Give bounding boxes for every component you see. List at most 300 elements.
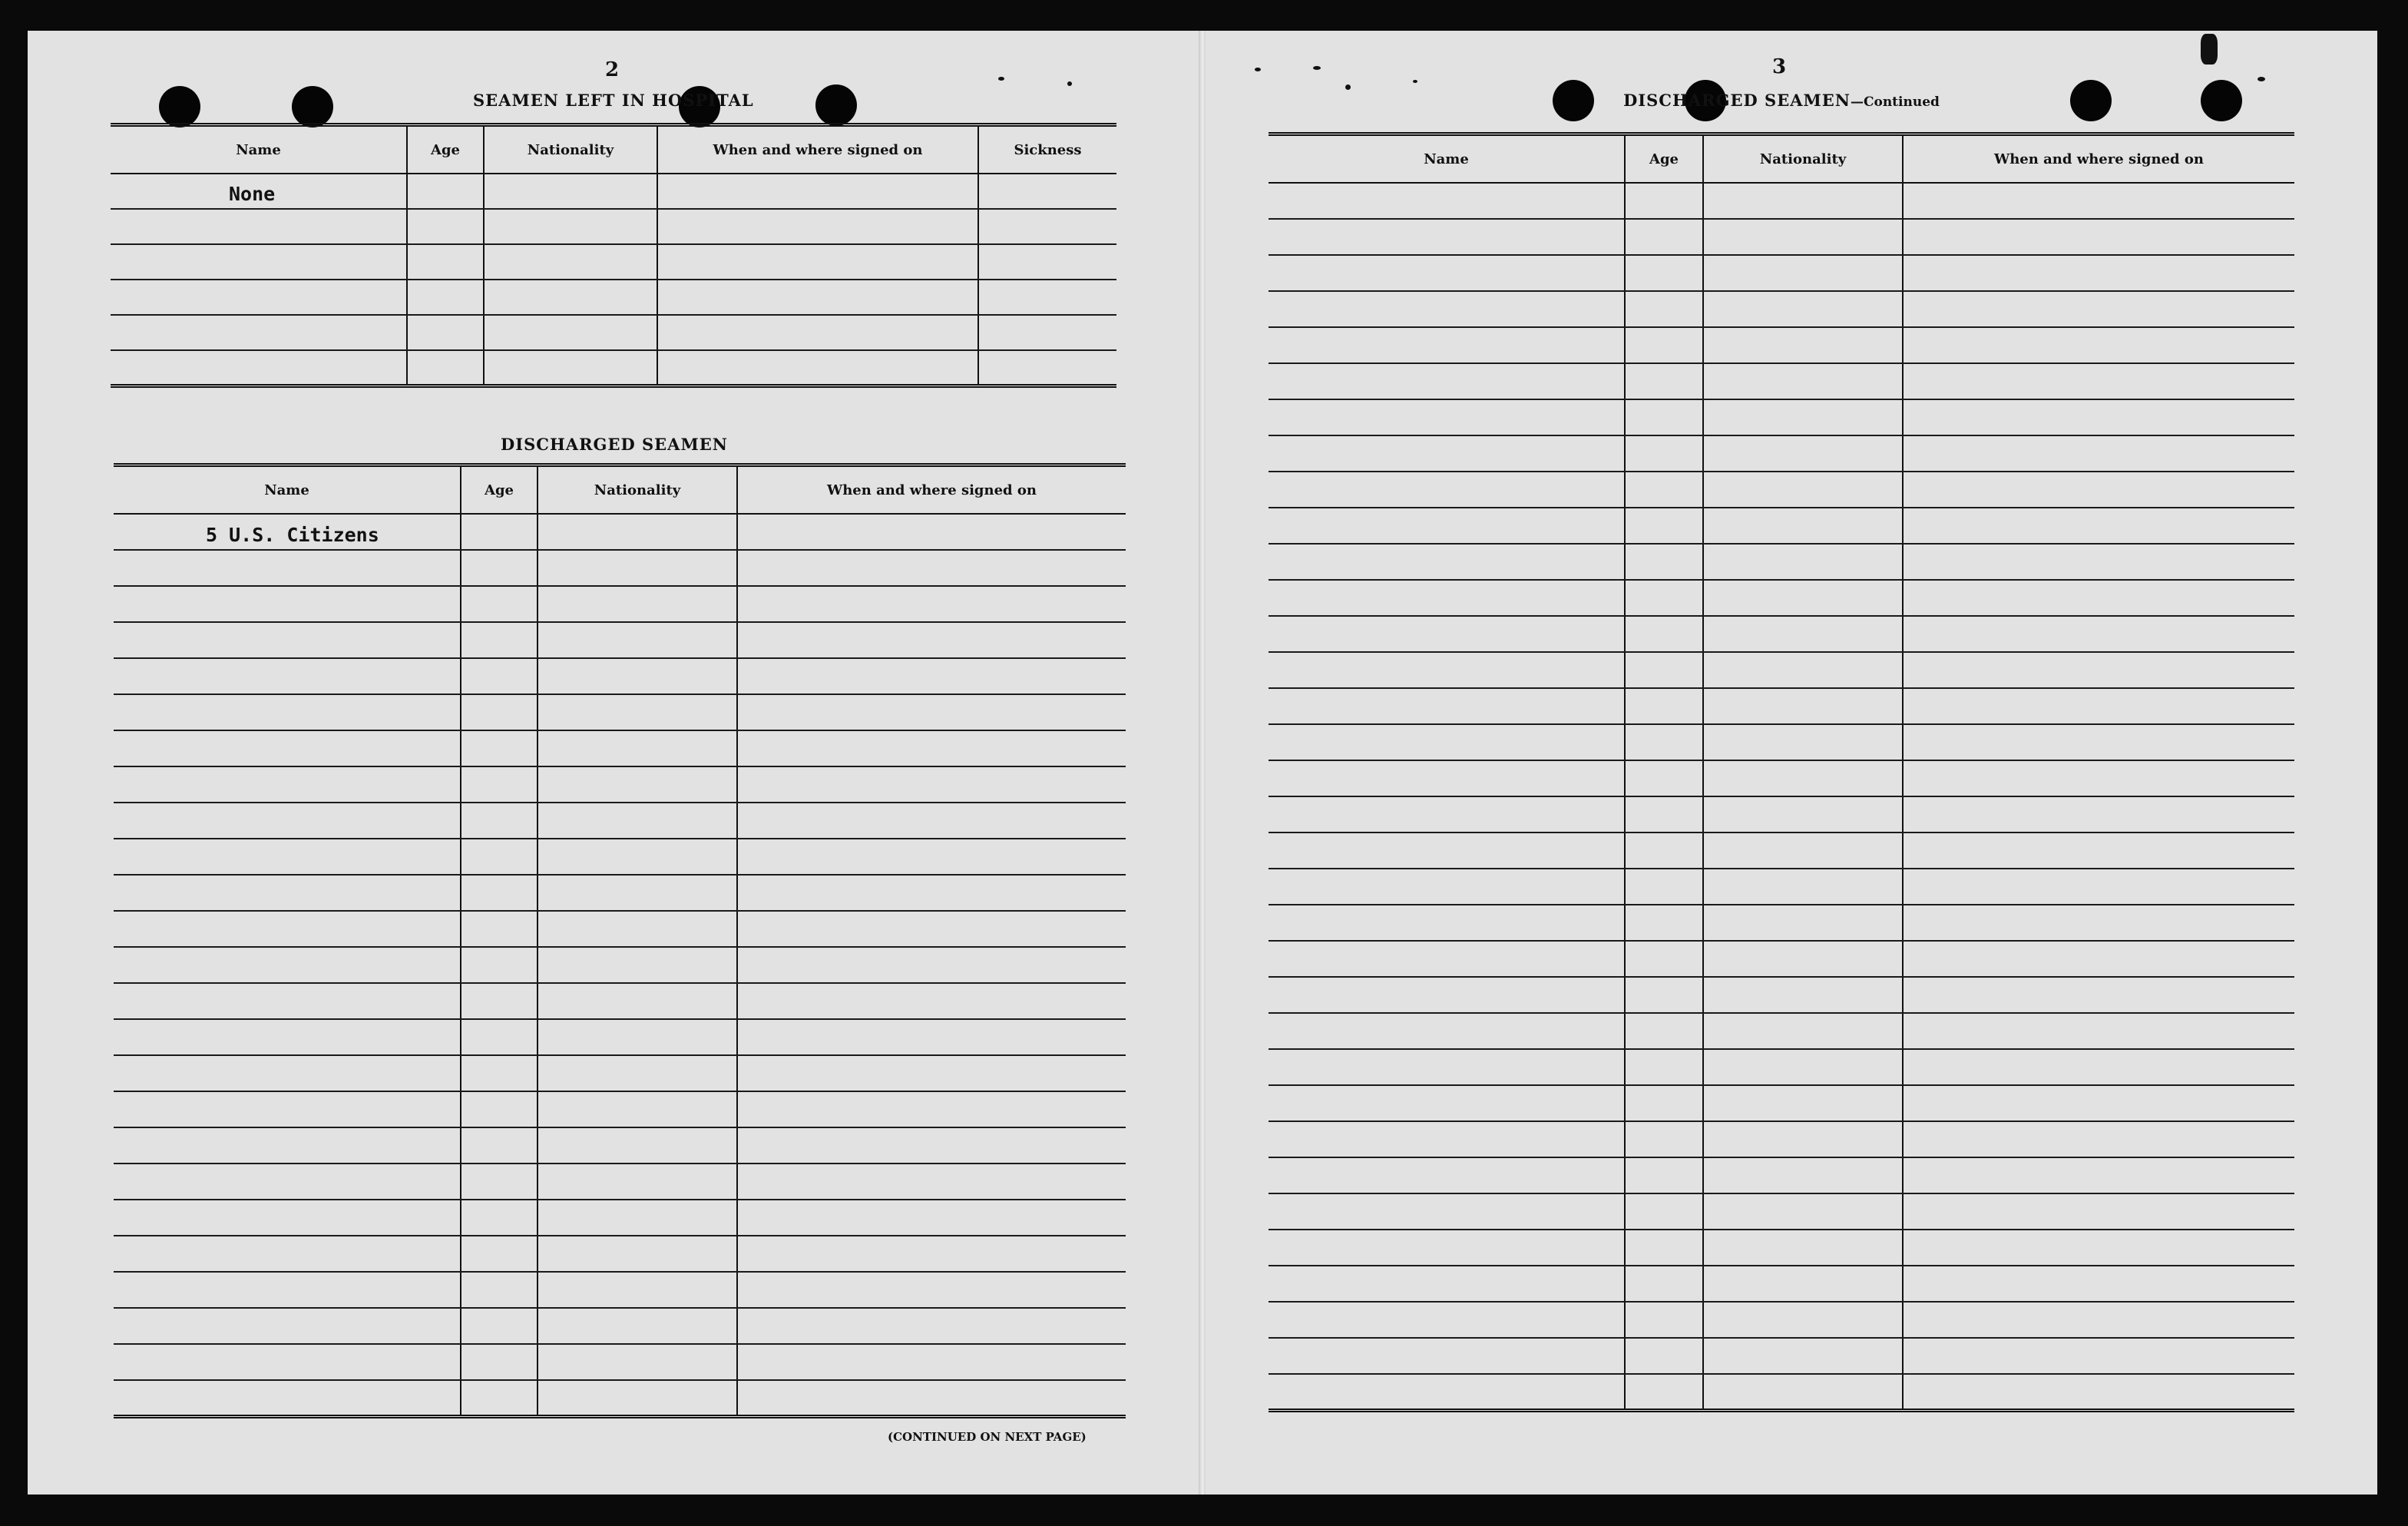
table-cell — [114, 1272, 461, 1308]
table-cell — [1625, 760, 1703, 796]
table-cell — [1268, 1049, 1625, 1085]
table-row — [114, 694, 1126, 730]
table-cell — [1268, 508, 1625, 544]
table-cell — [1903, 1085, 2294, 1121]
table-cell — [1625, 833, 1703, 869]
table-cell — [1903, 399, 2294, 435]
table-cell — [461, 1236, 538, 1272]
punch-hole — [292, 86, 333, 127]
table-cell — [538, 1127, 737, 1164]
table-cell — [1903, 472, 2294, 508]
table-cell — [114, 1344, 461, 1380]
table-cell — [461, 875, 538, 911]
table-cell — [1268, 1230, 1625, 1266]
table-cell — [461, 1055, 538, 1091]
table-cell — [114, 983, 461, 1019]
table-cell — [737, 875, 1126, 911]
table-cell — [484, 174, 657, 209]
table-cell — [538, 1236, 737, 1272]
column-header-name: Name — [114, 465, 461, 515]
table-cell — [484, 244, 657, 280]
table-cell — [1703, 255, 1903, 291]
table-cell — [1703, 183, 1903, 219]
punch-hole — [2201, 80, 2242, 121]
table-row — [1268, 327, 2294, 363]
table-cell — [1625, 472, 1703, 508]
table-cell — [1903, 1157, 2294, 1193]
table-cell — [114, 622, 461, 658]
table-cell — [1268, 977, 1625, 1013]
table-cell — [737, 839, 1126, 875]
table-cell — [1903, 616, 2294, 652]
table-row — [1268, 724, 2294, 760]
table-cell — [1703, 363, 1903, 399]
table-row — [111, 350, 1116, 386]
table-row — [1268, 941, 2294, 977]
table-cell — [538, 983, 737, 1019]
table-cell — [114, 1308, 461, 1344]
table-cell — [538, 1019, 737, 1055]
table-cell — [461, 550, 538, 586]
table-cell — [1268, 580, 1625, 616]
table-cell — [1903, 1266, 2294, 1302]
table-cell — [1903, 1374, 2294, 1410]
table-cell — [461, 1127, 538, 1164]
table-row — [114, 947, 1126, 983]
table-row — [1268, 1049, 2294, 1085]
continued-suffix: —Continued — [1850, 94, 1940, 110]
table-cell — [538, 622, 737, 658]
table-cell — [114, 1019, 461, 1055]
table-cell — [737, 1200, 1126, 1236]
table-cell — [657, 315, 978, 350]
table-cell — [1268, 905, 1625, 941]
table-cell — [978, 174, 1116, 209]
continued-note: (CONTINUED ON NEXT PAGE) — [888, 1430, 1087, 1444]
table-cell — [538, 730, 737, 766]
table-row — [1268, 1085, 2294, 1121]
table-cell — [461, 839, 538, 875]
table-cell — [484, 280, 657, 315]
table-row — [1268, 291, 2294, 327]
table-cell — [737, 983, 1126, 1019]
table-cell — [538, 1344, 737, 1380]
table-cell — [1625, 219, 1703, 255]
table-cell — [484, 350, 657, 386]
table-cell — [1903, 1230, 2294, 1266]
table-cell — [538, 803, 737, 839]
table-cell — [1703, 941, 1903, 977]
table-cell — [114, 1380, 461, 1416]
table-cell — [114, 1127, 461, 1164]
table-cell — [1268, 1157, 1625, 1193]
table-cell — [1903, 688, 2294, 724]
table-cell — [1903, 508, 2294, 544]
table-cell — [1703, 1085, 1903, 1121]
table-cell — [114, 1055, 461, 1091]
table-cell — [1703, 1374, 1903, 1410]
table-cell — [1625, 941, 1703, 977]
table-cell — [1268, 616, 1625, 652]
discharged-continued-title — [1612, 91, 1950, 110]
table-cell — [737, 1380, 1126, 1416]
table-cell — [1903, 724, 2294, 760]
table-cell — [1703, 1338, 1903, 1374]
table-cell — [461, 947, 538, 983]
column-header-age: Age — [1625, 134, 1703, 184]
scan-speck — [1313, 66, 1321, 70]
table-cell — [1625, 1121, 1703, 1157]
table-cell — [737, 1164, 1126, 1200]
table-cell — [1625, 1157, 1703, 1193]
table-cell — [1625, 616, 1703, 652]
table-cell — [1703, 977, 1903, 1013]
table-cell — [737, 911, 1126, 947]
table-cell — [407, 244, 484, 280]
table-cell — [1903, 941, 2294, 977]
page-number: 2 — [605, 58, 620, 81]
table-cell — [1268, 688, 1625, 724]
column-header-nationality: Nationality — [1703, 134, 1903, 184]
table-cell — [461, 1091, 538, 1127]
table-row — [1268, 1121, 2294, 1157]
table-cell — [1703, 1121, 1903, 1157]
table-row — [111, 315, 1116, 350]
table-row — [114, 514, 1126, 550]
table-cell — [1903, 1302, 2294, 1338]
table-row — [1268, 905, 2294, 941]
table-cell — [1625, 363, 1703, 399]
table-cell — [1268, 183, 1625, 219]
table-cell — [1625, 869, 1703, 905]
table-cell — [1703, 508, 1903, 544]
table-cell — [111, 244, 407, 280]
table-row — [114, 586, 1126, 622]
discharged-table — [114, 463, 1126, 1418]
table-cell — [461, 694, 538, 730]
table-cell — [978, 315, 1116, 350]
table-row — [1268, 616, 2294, 652]
table-cell — [461, 1272, 538, 1308]
table-cell — [407, 280, 484, 315]
table-cell — [1625, 1338, 1703, 1374]
scan-speck — [1413, 80, 1417, 83]
table-row — [1268, 219, 2294, 255]
table-cell — [538, 1164, 737, 1200]
table-cell — [407, 315, 484, 350]
table-cell — [737, 586, 1126, 622]
table-cell — [1903, 905, 2294, 941]
table-cell — [737, 1308, 1126, 1344]
table-row — [1268, 688, 2294, 724]
table-row — [114, 1127, 1126, 1164]
table-cell — [1903, 580, 2294, 616]
table-cell — [538, 1380, 737, 1416]
scan-speck — [2258, 77, 2265, 81]
table-cell — [114, 947, 461, 983]
table-cell — [1703, 1049, 1903, 1085]
punch-hole — [159, 86, 200, 127]
table-cell — [538, 839, 737, 875]
column-header-nationality: Nationality — [484, 125, 657, 174]
table-cell — [737, 514, 1126, 550]
table-cell — [1703, 472, 1903, 508]
table-row — [114, 839, 1126, 875]
table-row — [111, 209, 1116, 244]
table-cell — [1703, 580, 1903, 616]
table-row — [1268, 652, 2294, 688]
table-cell — [1268, 833, 1625, 869]
table-cell — [111, 315, 407, 350]
table-cell — [1903, 652, 2294, 688]
table-cell — [1625, 688, 1703, 724]
column-header-when-and-where-signed-on: When and where signed on — [657, 125, 978, 174]
table-cell — [114, 1164, 461, 1200]
table-cell — [114, 550, 461, 586]
table-row — [1268, 508, 2294, 544]
table-cell — [1268, 724, 1625, 760]
table-row — [1268, 977, 2294, 1013]
table-cell — [114, 803, 461, 839]
table-cell — [1625, 435, 1703, 472]
table-row — [114, 1019, 1126, 1055]
table-row — [114, 983, 1126, 1019]
table-cell — [461, 803, 538, 839]
table-cell — [461, 1164, 538, 1200]
table-row — [114, 1380, 1126, 1416]
table-cell — [1268, 399, 1625, 435]
table-cell — [538, 514, 737, 550]
table-row — [1268, 1266, 2294, 1302]
table-cell — [978, 209, 1116, 244]
table-cell — [1268, 941, 1625, 977]
table-cell — [657, 280, 978, 315]
table-cell — [484, 315, 657, 350]
table-cell — [461, 622, 538, 658]
table-row — [1268, 580, 2294, 616]
table-cell — [657, 174, 978, 209]
table-cell — [1625, 1085, 1703, 1121]
table-cell — [114, 911, 461, 947]
table-cell — [1625, 291, 1703, 327]
table-cell — [1268, 869, 1625, 905]
table-cell — [407, 174, 484, 209]
table-cell — [737, 1127, 1126, 1164]
table-cell — [737, 1091, 1126, 1127]
table-cell — [1703, 399, 1903, 435]
discharged-continued-title-main: DISCHARGED SEAMEN — [1623, 91, 1851, 110]
table-cell — [1703, 1230, 1903, 1266]
table-cell — [407, 350, 484, 386]
table-cell — [1268, 435, 1625, 472]
table-cell — [657, 209, 978, 244]
table-row — [1268, 796, 2294, 833]
table-cell — [1903, 869, 2294, 905]
hospital-section-title: SEAMEN LEFT IN HOSPITAL — [473, 91, 754, 110]
table-cell — [1903, 435, 2294, 472]
table-cell — [1903, 1338, 2294, 1374]
page-number: 3 — [1772, 55, 1787, 78]
table-cell — [1703, 796, 1903, 833]
table-cell — [461, 911, 538, 947]
table-cell — [1268, 327, 1625, 363]
table-cell — [1903, 219, 2294, 255]
table-row — [114, 1272, 1126, 1308]
table-cell — [461, 766, 538, 803]
table-row — [1268, 1338, 2294, 1374]
table-cell — [114, 586, 461, 622]
table-cell — [114, 1236, 461, 1272]
table-cell: None — [111, 174, 407, 209]
table-row — [111, 244, 1116, 280]
table-cell — [1625, 183, 1703, 219]
column-header-when-and-where-signed-on: When and where signed on — [737, 465, 1126, 515]
table-row — [1268, 183, 2294, 219]
table-cell — [461, 514, 538, 550]
table-cell — [1703, 833, 1903, 869]
table-cell — [1903, 291, 2294, 327]
table-row — [111, 280, 1116, 315]
table-row — [1268, 255, 2294, 291]
table-cell — [538, 911, 737, 947]
punch-hole — [815, 84, 857, 126]
table-cell — [461, 586, 538, 622]
table-cell — [1703, 544, 1903, 580]
scan-speck — [998, 77, 1004, 81]
table-row — [1268, 833, 2294, 869]
table-cell — [461, 1308, 538, 1344]
table-cell — [538, 586, 737, 622]
table-cell — [737, 658, 1126, 694]
discharged-section-title: DISCHARGED SEAMEN — [501, 435, 728, 454]
table-cell — [657, 350, 978, 386]
table-cell: 5 U.S. Citizens — [114, 514, 461, 550]
table-cell — [1703, 435, 1903, 472]
table-cell — [1268, 255, 1625, 291]
table-row — [114, 911, 1126, 947]
table-cell — [538, 1055, 737, 1091]
table-cell — [737, 803, 1126, 839]
table-cell — [1268, 1338, 1625, 1374]
table-cell — [1703, 219, 1903, 255]
table-row — [114, 1344, 1126, 1380]
table-row — [1268, 1302, 2294, 1338]
table-cell — [1625, 544, 1703, 580]
table-cell — [1703, 905, 1903, 941]
table-row — [1268, 1374, 2294, 1410]
table-cell — [114, 766, 461, 803]
table-cell — [978, 280, 1116, 315]
table-row — [114, 550, 1126, 586]
table-row — [114, 875, 1126, 911]
table-row — [1268, 363, 2294, 399]
table-cell — [538, 875, 737, 911]
column-header-name: Name — [1268, 134, 1625, 184]
table-cell — [1703, 760, 1903, 796]
table-cell — [1625, 1374, 1703, 1410]
table-cell — [538, 947, 737, 983]
table-row — [1268, 472, 2294, 508]
column-header-nationality: Nationality — [538, 465, 737, 515]
table-cell — [1625, 399, 1703, 435]
table-cell — [114, 730, 461, 766]
table-cell — [538, 658, 737, 694]
table-cell — [1703, 1193, 1903, 1230]
table-row — [114, 1236, 1126, 1272]
hospital-table — [111, 123, 1116, 388]
discharged-continued-table — [1268, 132, 2294, 1412]
table-cell — [1268, 291, 1625, 327]
table-cell — [1703, 1266, 1903, 1302]
table-cell — [407, 209, 484, 244]
table-cell — [1625, 1302, 1703, 1338]
table-row — [1268, 399, 2294, 435]
table-row — [111, 174, 1116, 209]
table-cell — [538, 1272, 737, 1308]
table-row — [114, 1091, 1126, 1127]
table-cell — [1903, 760, 2294, 796]
table-cell — [1268, 472, 1625, 508]
table-cell — [737, 550, 1126, 586]
table-header-row — [114, 465, 1126, 515]
table-cell — [657, 244, 978, 280]
scan-speck — [2201, 34, 2218, 65]
table-cell — [737, 730, 1126, 766]
scan-speck — [1067, 81, 1072, 86]
table-cell — [1703, 616, 1903, 652]
table-row — [114, 1200, 1126, 1236]
table-row — [114, 658, 1126, 694]
table-cell — [461, 658, 538, 694]
table-cell — [1903, 183, 2294, 219]
table-cell — [1625, 796, 1703, 833]
table-cell — [1703, 688, 1903, 724]
punch-hole — [1553, 80, 1594, 121]
table-cell — [1625, 652, 1703, 688]
table-cell — [1903, 327, 2294, 363]
table-cell — [1703, 724, 1903, 760]
table-row — [1268, 1193, 2294, 1230]
table-cell — [737, 766, 1126, 803]
table-cell — [1268, 1121, 1625, 1157]
table-cell — [461, 1200, 538, 1236]
table-row — [1268, 1230, 2294, 1266]
table-cell — [1625, 977, 1703, 1013]
column-header-name: Name — [111, 125, 407, 174]
table-cell — [1268, 544, 1625, 580]
table-cell — [1268, 1374, 1625, 1410]
table-cell — [1903, 363, 2294, 399]
table-cell — [1268, 652, 1625, 688]
table-cell — [1268, 363, 1625, 399]
table-cell — [1903, 977, 2294, 1013]
table-cell — [1703, 652, 1903, 688]
scan-speck — [1345, 84, 1351, 90]
table-cell — [1903, 1121, 2294, 1157]
table-cell — [1903, 796, 2294, 833]
table-cell — [114, 1091, 461, 1127]
table-cell — [1625, 1193, 1703, 1230]
table-row — [114, 622, 1126, 658]
table-cell — [111, 280, 407, 315]
table-cell — [1268, 1266, 1625, 1302]
table-cell — [461, 1019, 538, 1055]
table-cell — [1625, 905, 1703, 941]
table-cell — [114, 839, 461, 875]
table-cell — [111, 209, 407, 244]
table-cell — [1268, 1085, 1625, 1121]
table-cell — [1625, 327, 1703, 363]
